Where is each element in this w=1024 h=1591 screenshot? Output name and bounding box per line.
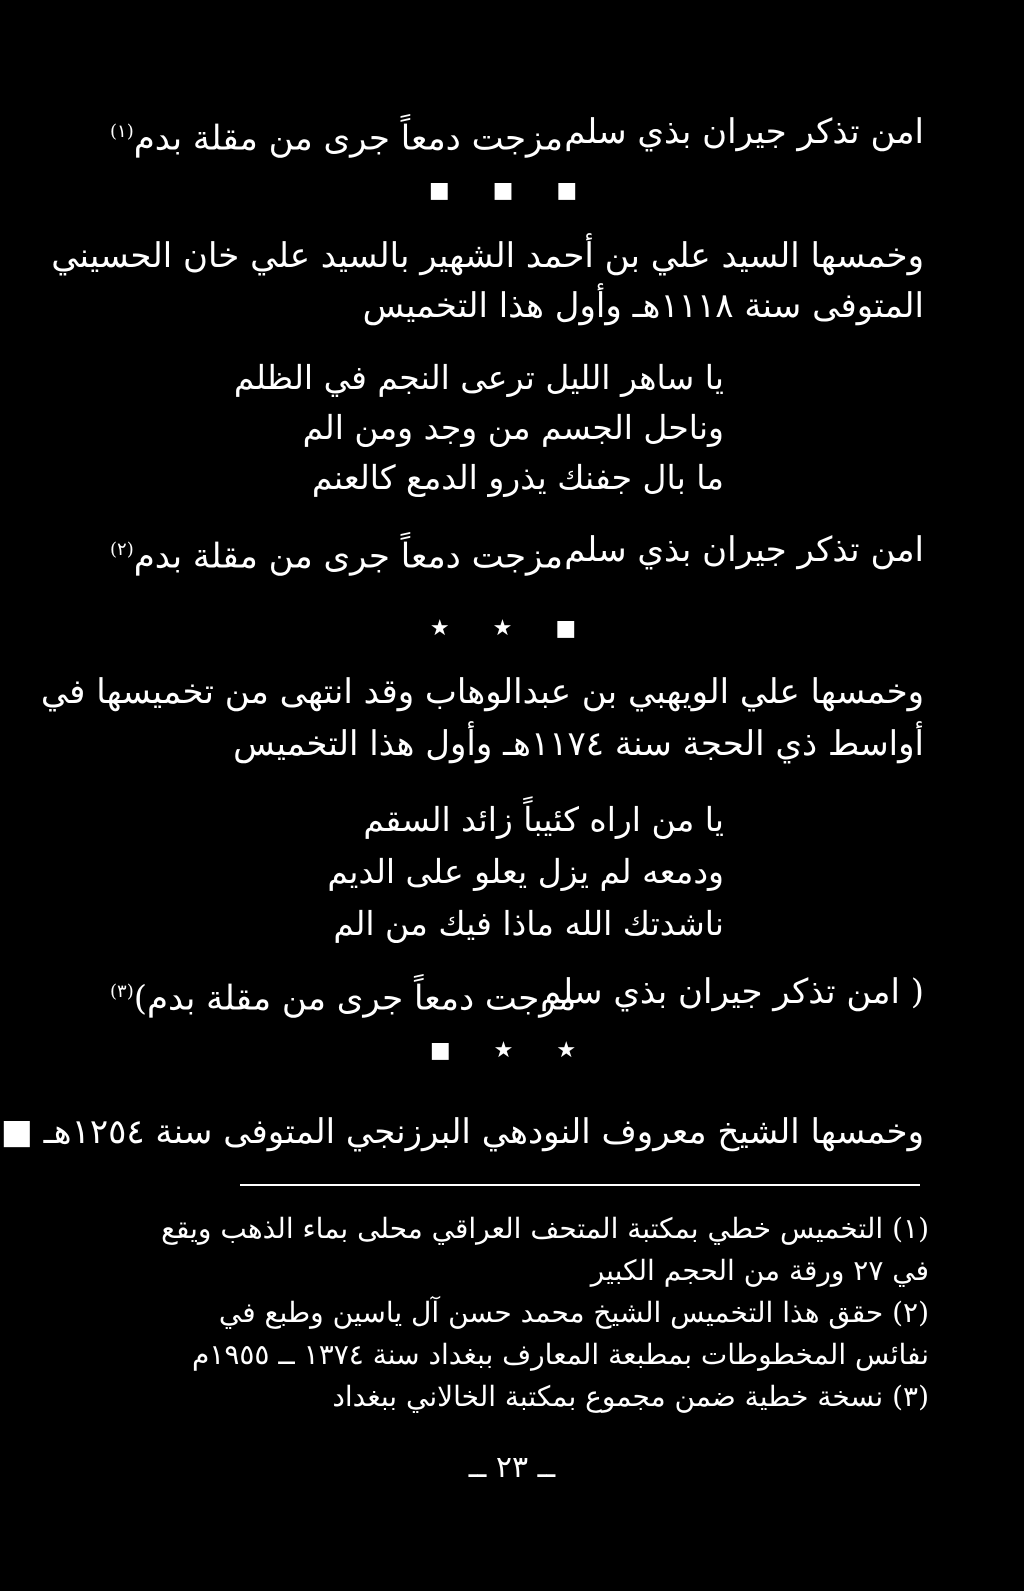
footnote-ref-2: (٢) xyxy=(110,539,134,560)
poem1-first-hemistich: امن تذكر جيران بذي سلم xyxy=(564,112,924,152)
poem1-second-hemistich xyxy=(110,110,563,160)
footnote-1-line1: (١) التخميس خطي بمكتبة المتحف العراقي محلى بماء الذهب ويقع xyxy=(161,1212,929,1245)
stanza1-line2: وناحل الجسم من وجد ومن الم xyxy=(302,408,724,447)
footnote-divider xyxy=(240,1184,920,1186)
poem3-second-text: مزجت دمعاً جرى من مقلة بدم) xyxy=(133,978,577,1019)
stanza2-line2: ودمعه لم يزل يعلو على الديم xyxy=(327,852,724,891)
separator-1: ■ ■ ■ xyxy=(428,178,596,203)
separator-2: ★ ★ ■ xyxy=(429,616,595,641)
poem1-second-text: مزجت دمعاً جرى من مقلة بدم xyxy=(133,118,564,159)
footnote-ref-1: (١) xyxy=(110,121,134,142)
separator-3: ■ ★ ★ xyxy=(429,1038,595,1063)
footnote-ref-3: (٣) xyxy=(110,981,134,1002)
stanza1-line1: يا ساهر الليل ترعى النجم في الظلم xyxy=(233,358,724,397)
footnote-2-line1: (٢) حقق هذا التخميس الشيخ محمد حسن آل ياسين وطبع في xyxy=(218,1296,929,1329)
entry3-line: وخمسها الشيخ معروف النودهي البرزنجي المتوفى سنة ١٢٥٤هـ ■ xyxy=(0,1112,924,1152)
poem2-second-hemistich xyxy=(110,528,563,578)
poem3-second-hemistich xyxy=(110,970,576,1020)
poem2-second-text: مزجت دمعاً جرى من مقلة بدم xyxy=(133,536,564,577)
entry2-line2: أواسط ذي الحجة سنة ١١٧٤هـ وأول هذا التخميس xyxy=(233,724,924,764)
footnote-1-line2: في ٢٧ ورقة من الحجم الكبير xyxy=(590,1254,929,1287)
stanza1-line3: ما بال جفنك يذرو الدمع كالعنم xyxy=(311,458,724,497)
footnote-3-line1: (٣) نسخة خطية ضمن مجموع بمكتبة الخالاني ببغداد xyxy=(332,1380,929,1413)
stanza2-line1: يا من اراه كئيباً زائد السقم xyxy=(363,800,724,839)
page-number: ــ ٢٣ ــ xyxy=(468,1450,556,1485)
entry1-line2: المتوفى سنة ١١١٨هـ وأول هذا التخميس xyxy=(362,286,924,326)
entry2-line1: وخمسها علي الويهبي بن عبدالوهاب وقد انتهى من تخميسها في xyxy=(40,672,924,712)
stanza2-line3: ناشدتك الله ماذا فيك من الم xyxy=(333,904,724,943)
poem2-first-hemistich: امن تذكر جيران بذي سلم xyxy=(564,530,924,570)
entry1-line1: وخمسها السيد علي بن أحمد الشهير بالسيد علي خان الحسيني xyxy=(51,236,924,276)
poem3-first-hemistich: ( امن تذكر جيران بذي سلم xyxy=(540,972,924,1012)
footnote-2-line2: نفائس المخطوطات بمطبعة المعارف ببغداد سنة ١٣٧٤ ــ ١٩٥٥م xyxy=(191,1338,929,1371)
